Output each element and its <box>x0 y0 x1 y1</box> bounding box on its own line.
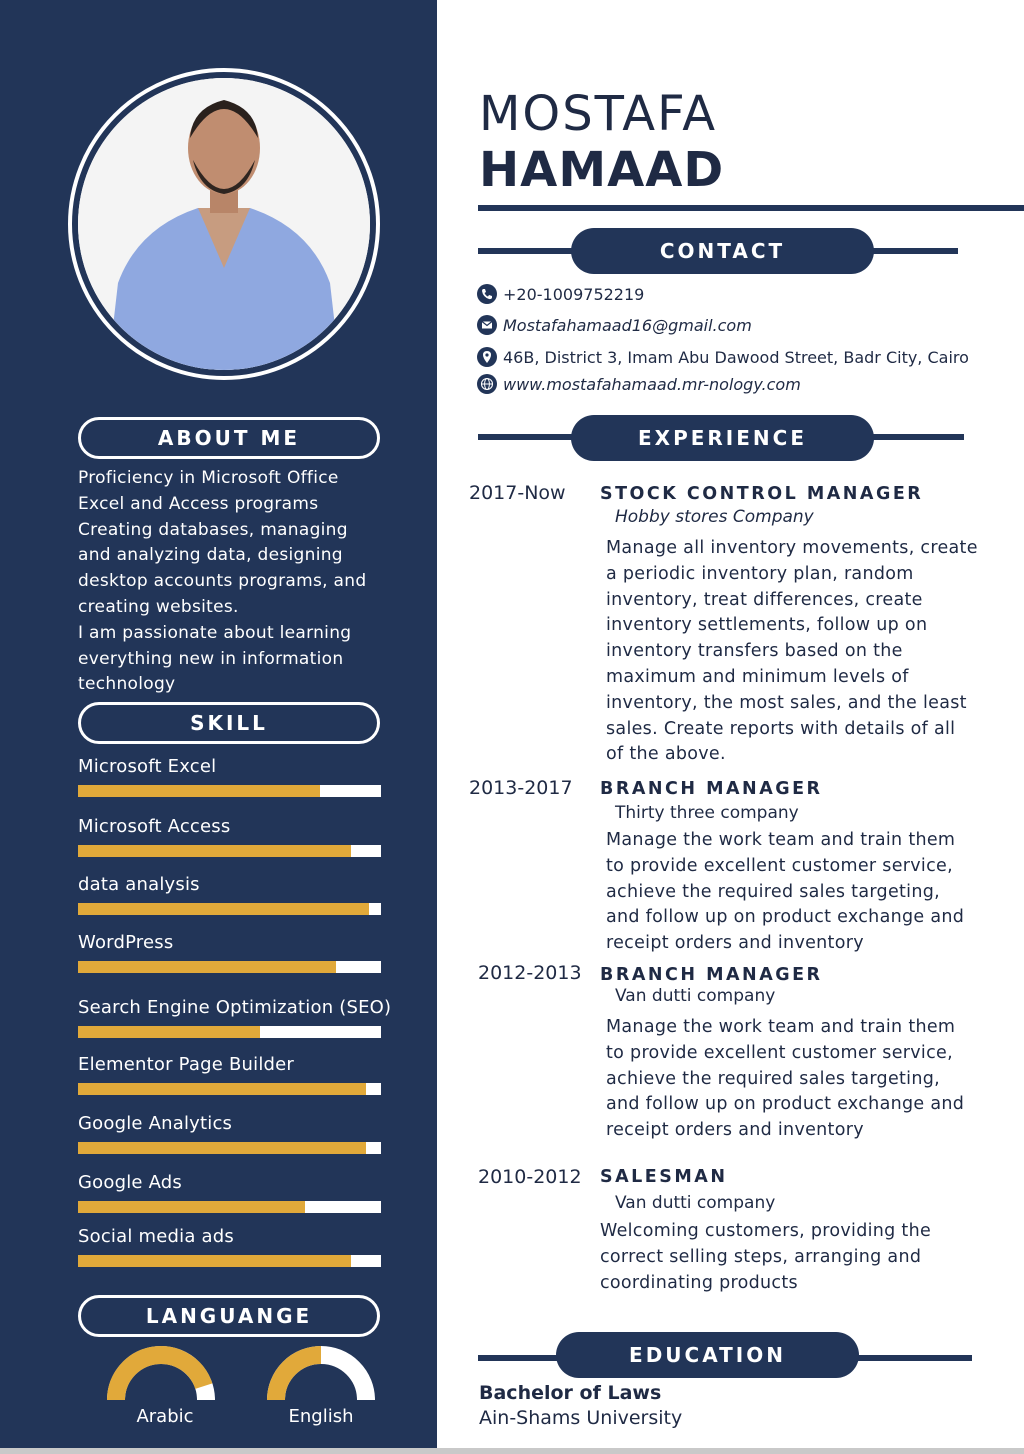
skill-label: Social media ads <box>78 1226 234 1247</box>
skill-bar <box>78 1142 381 1154</box>
skill-label: Elementor Page Builder <box>78 1054 295 1075</box>
experience-years: 2010-2012 <box>478 1166 582 1188</box>
phone-text: +20-1009752219 <box>503 284 645 304</box>
name-first: MOSTAFA <box>479 86 718 142</box>
language-heading: LANGUANGE <box>78 1295 380 1337</box>
skill-bar <box>78 1255 381 1267</box>
experience-description: Manage the work team and train them to provide excellent customer service, achieve the required sales targeting, and follow up on product exchange and receipt orders and inventory <box>606 1017 965 1141</box>
gauge-fill <box>276 1355 321 1400</box>
skill-bar <box>78 1201 381 1213</box>
skill-bar-fill <box>78 903 369 915</box>
email-text: Mostafahamaad16@gmail.com <box>503 315 752 335</box>
contact-website[interactable] <box>477 373 801 395</box>
profile-photo <box>78 78 370 370</box>
skill-row <box>78 932 398 953</box>
english-gauge <box>266 1345 376 1405</box>
skill-bar-fill <box>78 961 336 973</box>
education-heading: EDUCATION <box>556 1332 859 1378</box>
skill-bar-fill <box>78 1026 260 1038</box>
contact-phone[interactable] <box>477 283 644 305</box>
experience-description: Welcoming customers, providing the correct selling steps, arranging and coordinating products <box>600 1221 932 1293</box>
contact-heading: CONTACT <box>571 228 874 274</box>
skill-label: Search Engine Optimization (SEO) <box>78 997 392 1018</box>
arabic-gauge <box>106 1345 216 1405</box>
education-school: Ain-Shams University <box>479 1407 683 1429</box>
experience-company: Hobby stores Company <box>615 507 814 527</box>
english-label: English <box>288 1406 354 1427</box>
skill-row <box>78 1226 398 1247</box>
skill-heading: SKILL <box>78 702 380 744</box>
experience-company: Van dutti company <box>615 986 776 1006</box>
skill-label: Google Analytics <box>78 1113 233 1134</box>
experience-title: BRANCH MANAGER <box>600 779 823 799</box>
skill-bar <box>78 1026 381 1038</box>
location-icon <box>477 347 497 367</box>
skill-bar-fill <box>78 785 320 797</box>
gauge-fill <box>116 1355 204 1400</box>
name-last: HAMAAD <box>479 142 725 198</box>
skill-label: WordPress <box>78 932 174 953</box>
skill-bar <box>78 845 381 857</box>
skill-row <box>78 997 398 1018</box>
experience-title: SALESMAN <box>600 1167 728 1187</box>
arabic-label: Arabic <box>136 1406 194 1427</box>
skill-label: Microsoft Access <box>78 816 231 837</box>
skill-label: Google Ads <box>78 1172 182 1193</box>
experience-company: Thirty three company <box>615 803 799 823</box>
website-text: www.mostafahamaad.mr-nology.com <box>503 374 801 394</box>
skill-bar-fill <box>78 1083 366 1095</box>
phone-icon <box>477 284 497 304</box>
email-icon <box>477 315 497 335</box>
about-me-text: Proficiency in Microsoft Office Excel and Access programs Creating databases, managing and analyzing data, designing desktop accounts programs, and creating websites. I am passionate about learning everything new in information technology <box>78 468 367 695</box>
bottom-strip <box>0 1448 1024 1454</box>
contact-address <box>477 346 969 368</box>
name-divider <box>478 205 1024 211</box>
skill-bar <box>78 961 381 973</box>
experience-company: Van dutti company <box>615 1193 776 1213</box>
profile-photo-illustration <box>78 78 370 370</box>
globe-icon <box>477 374 497 394</box>
skill-bar-fill <box>78 1142 366 1154</box>
experience-description: Manage all inventory movements, create a periodic inventory plan, random inventory, treat differences, create inventory settlements, follow up on inventory transfers based on the maximum and minimum levels of inventory, the most sales, and the least sales. Create reports with details of all of the above. <box>606 538 978 765</box>
skill-label: Microsoft Excel <box>78 756 217 777</box>
experience-title: BRANCH MANAGER <box>600 965 823 985</box>
skill-bar-fill <box>78 1201 305 1213</box>
skill-row <box>78 1172 398 1193</box>
skill-row <box>78 1054 398 1075</box>
skill-bar-fill <box>78 845 351 857</box>
experience-description: Manage the work team and train them to provide excellent customer service, achieve the required sales targeting, and follow up on product exchange and receipt orders and inventory <box>606 830 965 954</box>
skill-row <box>78 756 398 777</box>
contact-email[interactable] <box>477 314 752 336</box>
skill-label: data analysis <box>78 874 200 895</box>
skill-bar <box>78 903 381 915</box>
skill-bar-fill <box>78 1255 351 1267</box>
experience-years: 2013-2017 <box>469 777 573 799</box>
skill-row <box>78 1113 398 1134</box>
skill-row <box>78 816 398 837</box>
skill-bar <box>78 1083 381 1095</box>
skill-row <box>78 874 398 895</box>
skill-bar <box>78 785 381 797</box>
experience-years: 2017-Now <box>469 482 566 504</box>
address-text: 46B, District 3, Imam Abu Dawood Street, Badr City, Cairo <box>503 347 969 367</box>
about-me-heading: ABOUT ME <box>78 417 380 459</box>
education-degree: Bachelor of Laws <box>479 1382 662 1404</box>
experience-years: 2012-2013 <box>478 962 582 984</box>
experience-title: STOCK CONTROL MANAGER <box>600 484 924 504</box>
experience-heading: EXPERIENCE <box>571 415 874 461</box>
